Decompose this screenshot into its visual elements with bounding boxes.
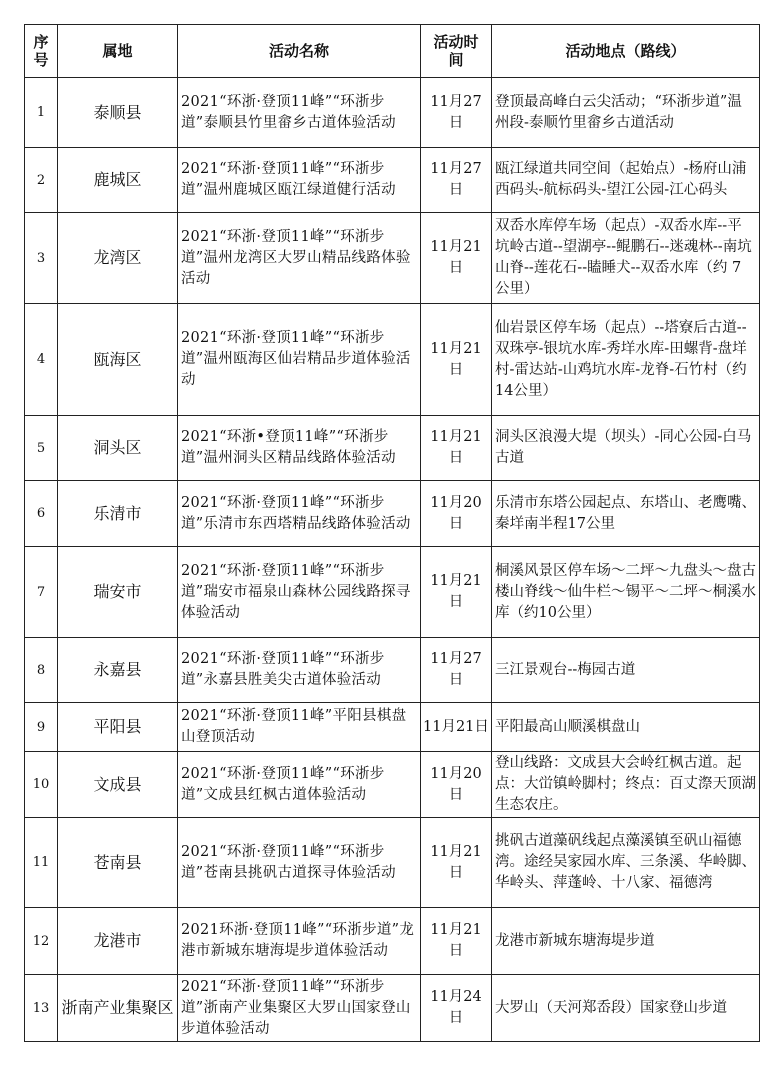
cell-name: 2021“环浙·登顶11峰”“环浙步道”温州龙湾区大罗山精品线路体验活动 — [178, 213, 421, 304]
cell-no: 12 — [25, 908, 58, 975]
cell-location: 大罗山（天河郑岙段）国家登山步道 — [492, 975, 760, 1042]
table-row — [25, 752, 760, 818]
cell-area: 瓯海区 — [58, 304, 178, 416]
cell-area: 泰顺县 — [58, 78, 178, 148]
cell-area: 乐清市 — [58, 481, 178, 547]
cell-date: 11月21日 — [421, 416, 492, 481]
cell-name: 2021“环浙·登顶11峰”“环浙步道”乐清市东西塔精品线路体验活动 — [178, 481, 421, 547]
table-row — [25, 638, 760, 703]
cell-location: 登山线路：文成县大会岭红枫古道。起点：大峃镇岭脚村；终点：百丈漈天顶湖生态农庄。 — [492, 752, 760, 818]
cell-name: 2021“环浙·登顶11峰”“环浙步道”苍南县挑矾古道探寻体验活动 — [178, 818, 421, 908]
table-row — [25, 703, 760, 752]
cell-location: 平阳最高山顺溪棋盘山 — [492, 703, 760, 752]
header-name: 活动名称 — [178, 25, 421, 78]
activity-table — [24, 24, 760, 1042]
cell-no: 7 — [25, 547, 58, 638]
cell-date: 11月21日 — [421, 818, 492, 908]
header-location: 活动地点（路线） — [492, 25, 760, 78]
cell-no: 1 — [25, 78, 58, 148]
cell-name: 2021“环浙·登顶11峰”“环浙步道”浙南产业集聚区大罗山国家登山步道体验活动 — [178, 975, 421, 1042]
table-row — [25, 416, 760, 481]
cell-date: 11月20日 — [421, 752, 492, 818]
table-row — [25, 78, 760, 148]
table-row — [25, 908, 760, 975]
cell-area: 文成县 — [58, 752, 178, 818]
cell-name: 2021“环浙·登顶11峰”平阳县棋盘山登顶活动 — [178, 703, 421, 752]
cell-name: 2021“环浙·登顶11峰”“环浙步道”瑞安市福泉山森林公园线路探寻体验活动 — [178, 547, 421, 638]
cell-location: 双岙水库停车场（起点）-双岙水库--平坑岭古道--望湖亭--鲲鹏石--迷魂林--南坑山脊--莲花石--瞌睡犬--双岙水库（约 7 公里） — [492, 213, 760, 304]
table-row — [25, 148, 760, 213]
cell-no: 9 — [25, 703, 58, 752]
table-row — [25, 975, 760, 1042]
cell-no: 6 — [25, 481, 58, 547]
cell-area: 浙南产业集聚区 — [58, 975, 178, 1042]
cell-name: 2021“环浙·登顶11峰”“环浙步道”温州鹿城区瓯江绿道健行活动 — [178, 148, 421, 213]
cell-date: 11月21日 — [421, 304, 492, 416]
cell-location: 仙岩景区停车场（起点）--塔寮后古道--双珠亭-银坑水库-秀垟水库-田螺背-盘垟村-雷达站-山鸡坑水库-龙脊-石竹村（约14公里） — [492, 304, 760, 416]
table-row — [25, 481, 760, 547]
cell-location: 挑矾古道藻矾线起点藻溪镇至矾山福德湾。途经吴家园水库、三条溪、华岭脚、华岭头、萍蓬岭、十八家、福德湾 — [492, 818, 760, 908]
cell-location: 乐清市东塔公园起点、东塔山、老鹰嘴、秦垟南半程17公里 — [492, 481, 760, 547]
cell-no: 3 — [25, 213, 58, 304]
table-row — [25, 547, 760, 638]
cell-location: 洞头区浪漫大堤（坝头）-同心公园-白马古道 — [492, 416, 760, 481]
cell-no: 13 — [25, 975, 58, 1042]
cell-no: 11 — [25, 818, 58, 908]
cell-location: 龙港市新城东塘海堤步道 — [492, 908, 760, 975]
cell-area: 永嘉县 — [58, 638, 178, 703]
cell-date: 11月21日 — [421, 213, 492, 304]
cell-location: 瓯江绿道共同空间（起始点）-杨府山浦西码头-航标码头-望江公园-江心码头 — [492, 148, 760, 213]
cell-no: 8 — [25, 638, 58, 703]
cell-name: 2021“环浙·登顶11峰”“环浙步道”温州瓯海区仙岩精品步道体验活动 — [178, 304, 421, 416]
cell-date: 11月27日 — [421, 148, 492, 213]
cell-date: 11月21日 — [421, 703, 492, 752]
cell-no: 5 — [25, 416, 58, 481]
cell-location: 三江景观台--梅园古道 — [492, 638, 760, 703]
table-row — [25, 213, 760, 304]
table-header-row — [25, 25, 760, 78]
cell-no: 4 — [25, 304, 58, 416]
header-area: 属地 — [58, 25, 178, 78]
cell-area: 洞头区 — [58, 416, 178, 481]
cell-name: 2021“环浙·登顶11峰”“环浙步道”文成县红枫古道体验活动 — [178, 752, 421, 818]
cell-area: 龙湾区 — [58, 213, 178, 304]
cell-area: 瑞安市 — [58, 547, 178, 638]
cell-date: 11月27日 — [421, 638, 492, 703]
cell-date: 11月24日 — [421, 975, 492, 1042]
cell-name: 2021“环浙·登顶11峰”“环浙步道”泰顺县竹里畲乡古道体验活动 — [178, 78, 421, 148]
cell-no: 10 — [25, 752, 58, 818]
cell-location: 桐溪风景区停车场～二坪～九盘头～盘古楼山脊线～仙牛栏～锡平～二坪～桐溪水库（约10公里） — [492, 547, 760, 638]
cell-name: 2021环浙·登顶11峰”“环浙步道”龙港市新城东塘海堤步道体验活动 — [178, 908, 421, 975]
header-no: 序号 — [25, 25, 58, 78]
cell-name: 2021“环浙•登顶11峰”“环浙步道”温州洞头区精品线路体验活动 — [178, 416, 421, 481]
table-row — [25, 818, 760, 908]
cell-area: 平阳县 — [58, 703, 178, 752]
cell-name: 2021“环浙·登顶11峰”“环浙步道”永嘉县胜美尖古道体验活动 — [178, 638, 421, 703]
cell-area: 苍南县 — [58, 818, 178, 908]
table-row — [25, 304, 760, 416]
cell-no: 2 — [25, 148, 58, 213]
cell-area: 龙港市 — [58, 908, 178, 975]
cell-area: 鹿城区 — [58, 148, 178, 213]
cell-date: 11月20日 — [421, 481, 492, 547]
header-date: 活动时间 — [421, 25, 492, 78]
cell-date: 11月21日 — [421, 547, 492, 638]
cell-date: 11月27日 — [421, 78, 492, 148]
cell-location: 登顶最高峰白云尖活动；“环浙步道”温州段-泰顺竹里畲乡古道活动 — [492, 78, 760, 148]
cell-date: 11月21日 — [421, 908, 492, 975]
